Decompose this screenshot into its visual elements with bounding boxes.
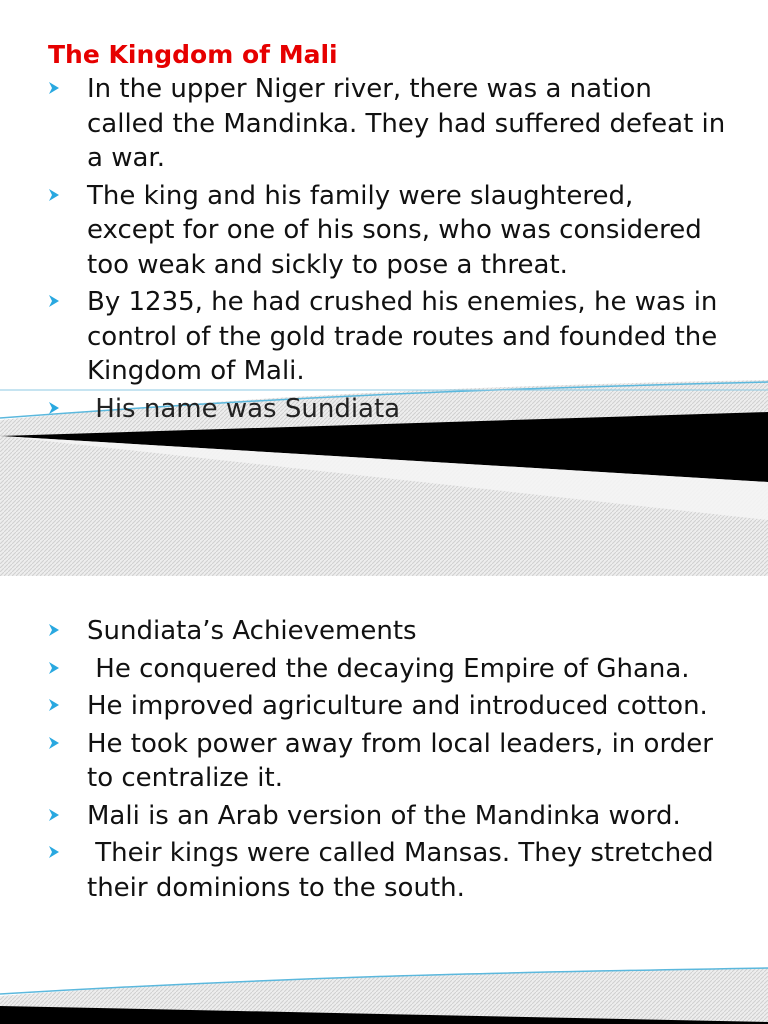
slide-2-bullet-list	[48, 614, 728, 905]
arrow-bullet-icon	[48, 188, 60, 202]
arrow-bullet-icon	[48, 81, 60, 95]
arrow-bullet-icon	[48, 623, 60, 637]
list-item	[48, 392, 728, 427]
list-item	[48, 799, 728, 834]
slide-1-content	[48, 38, 734, 429]
arrow-bullet-icon	[48, 401, 60, 415]
bullet-text: In the upper Niger river, there was a nation called the Mandinka. They had suffered defeat in a war.	[87, 74, 734, 173]
arrow-bullet-icon	[48, 736, 60, 750]
bullet-text: He improved agriculture and introduced cotton.	[87, 691, 708, 721]
arrow-bullet-icon	[48, 808, 60, 822]
bullet-text: The king and his family were slaughtered, except for one of his sons, who was considered too weak and sickly to pose a threat.	[87, 180, 710, 280]
slide-2	[0, 576, 768, 1024]
bullet-text: His name was Sundiata	[87, 393, 401, 424]
list-item	[48, 179, 728, 283]
arrow-bullet-icon	[48, 845, 60, 859]
bullet-text: He conquered the decaying Empire of Ghana.	[87, 653, 690, 684]
slide-1-bullet-list	[48, 72, 734, 426]
slide-2-content	[48, 614, 728, 908]
bullet-text: By 1235, he had crushed his enemies, he was in control of the gold trade routes and founded the Kingdom of Mali.	[87, 287, 726, 386]
bullet-text: Sundiata’s Achievements	[87, 616, 417, 646]
arrow-bullet-icon	[48, 661, 60, 675]
list-item	[48, 836, 728, 905]
slide-title: The Kingdom of Mali	[48, 40, 338, 69]
bullet-text: He took power away from local leaders, in order to centralize it.	[87, 728, 722, 793]
list-item	[48, 285, 728, 389]
list-item	[48, 689, 728, 724]
arrow-bullet-icon	[48, 294, 60, 308]
bullet-text: Their kings were called Mansas. They stretched their dominions to the south.	[87, 838, 722, 903]
list-item	[48, 652, 728, 687]
bullet-text: Mali is an Arab version of the Mandinka word.	[87, 800, 681, 831]
list-item	[48, 72, 734, 176]
list-item	[48, 727, 728, 796]
list-item	[48, 614, 728, 649]
arrow-bullet-icon	[48, 698, 60, 712]
